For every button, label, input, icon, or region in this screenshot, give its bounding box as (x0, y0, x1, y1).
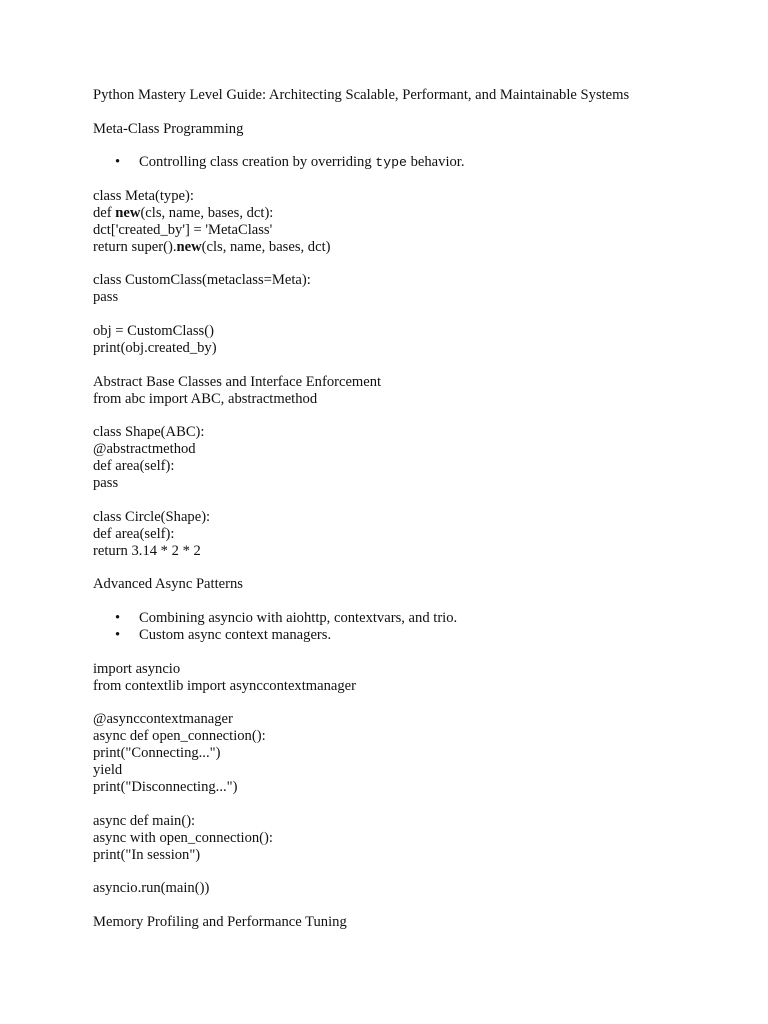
section-heading-metaclass: Meta-Class Programming (93, 120, 244, 137)
list-item (93, 610, 733, 627)
code-line: return 3.14 * 2 * 2 (93, 542, 201, 559)
code-line: dct['created_by'] = 'MetaClass' (93, 221, 273, 238)
bullet-text: Custom async context managers. (139, 626, 332, 643)
section-heading-abc: Abstract Base Classes and Interface Enforcement (93, 373, 382, 390)
inline-code: type (375, 155, 407, 171)
metaclass-bullet-list (93, 154, 733, 171)
code-line: def area(self): (93, 458, 175, 475)
code-block-customclass (93, 272, 733, 306)
code-block-open-connection (93, 711, 733, 796)
code-line: pass (93, 289, 119, 306)
list-item (93, 154, 733, 171)
code-line: class Shape(ABC): (93, 424, 205, 441)
bullet-text: behavior. (406, 154, 465, 171)
document-page (93, 87, 733, 931)
code-line: print("Connecting...") (93, 745, 221, 762)
section-heading-async: Advanced Async Patterns (93, 576, 243, 593)
bullet-text: Controlling class creation by overriding (139, 154, 376, 171)
code-block-obj (93, 323, 733, 357)
code-line: class Circle(Shape): (93, 508, 211, 525)
code-line: def area(self): (93, 525, 175, 542)
code-block-main (93, 813, 733, 864)
section-heading-memory: Memory Profiling and Performance Tuning (93, 913, 347, 930)
code-line: import asyncio (93, 660, 181, 677)
code-line: class Meta(type): (93, 187, 194, 204)
code-block-meta (93, 188, 733, 256)
bullet-text: Combining asyncio with aiohttp, contextvars, and trio. (139, 609, 458, 626)
code-block-circle (93, 509, 733, 560)
code-line: from abc import ABC, abstractmethod (93, 390, 318, 407)
async-bullet-list (93, 610, 733, 644)
code-line: print("Disconnecting...") (93, 779, 238, 796)
code-line: pass (93, 475, 119, 492)
code-line: print(obj.created_by) (93, 339, 217, 356)
bullet-icon: • (115, 626, 121, 643)
code-block-shape (93, 424, 733, 492)
code-line: @abstractmethod (93, 441, 196, 458)
document-title: Python Mastery Level Guide: Architecting Scalable, Performant, and Maintainable Systems (93, 87, 630, 103)
code-line: from contextlib import asynccontextmanager (93, 677, 357, 694)
code-line: yield (93, 762, 123, 779)
code-line: @asynccontextmanager (93, 711, 233, 728)
code-line: def new(cls, name, bases, dct): (93, 204, 274, 221)
code-line: return super().new(cls, name, bases, dct) (93, 238, 331, 255)
bullet-icon: • (115, 609, 121, 626)
bullet-icon: • (115, 154, 121, 171)
code-line: obj = CustomClass() (93, 322, 214, 339)
list-item (93, 627, 733, 644)
code-line: async with open_connection(): (93, 829, 273, 846)
code-line: async def main(): (93, 812, 196, 829)
code-line: asyncio.run(main()) (93, 880, 210, 897)
code-block-run (93, 880, 733, 897)
code-block-imports (93, 661, 733, 695)
code-line: class CustomClass(metaclass=Meta): (93, 272, 311, 289)
code-line: async def open_connection(): (93, 728, 266, 745)
code-line: print("In session") (93, 846, 201, 863)
